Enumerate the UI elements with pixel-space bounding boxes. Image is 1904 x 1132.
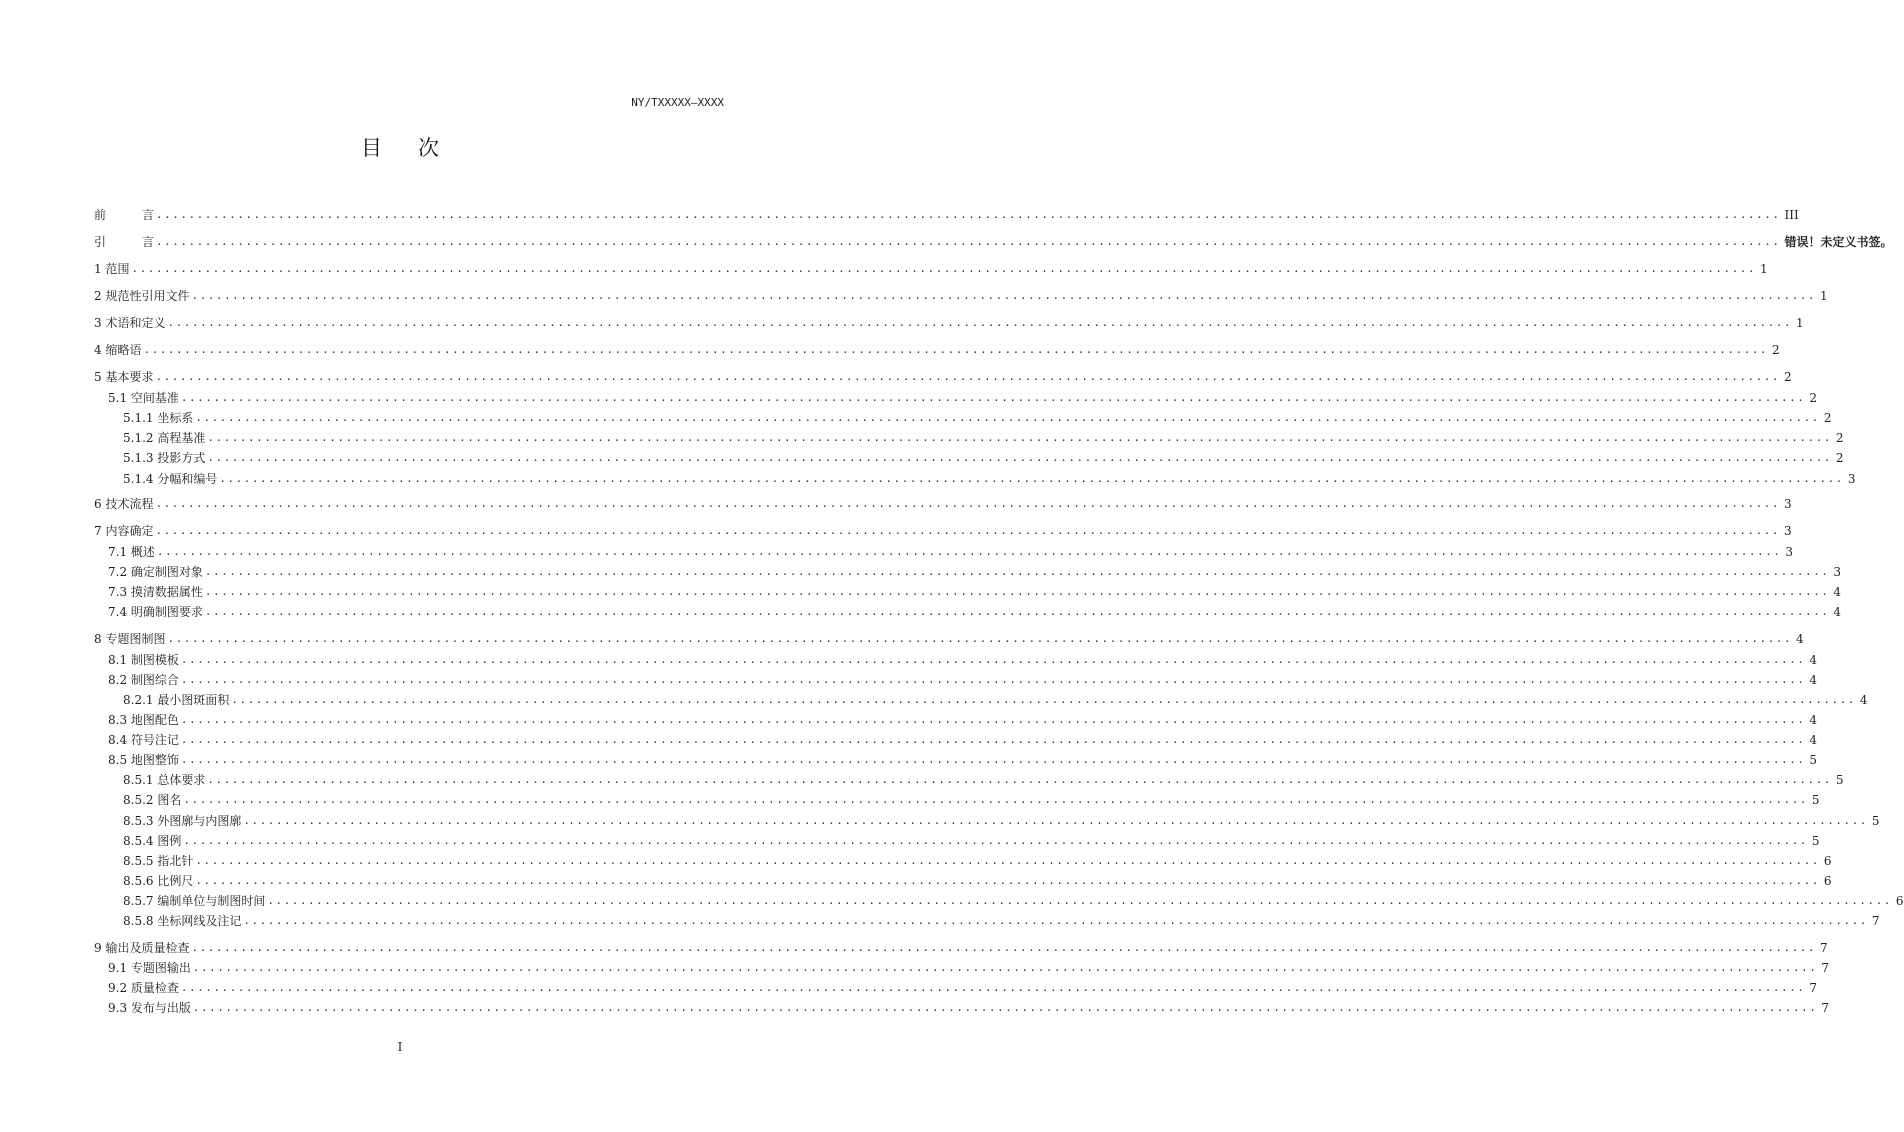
toc-entry[interactable]	[94, 470, 1856, 488]
toc-entry-page: 1	[1819, 289, 1828, 303]
dot-leader: ........................................................................................................................................................................................................	[167, 632, 1792, 645]
toc-entry[interactable]	[94, 959, 1830, 977]
toc-entry[interactable]	[94, 389, 1818, 407]
dot-leader: ........................................................................................................................................................................................................	[167, 316, 1792, 329]
toc-entry-title: 6 技术流程	[94, 497, 154, 511]
toc-entry-title: 前 言	[94, 208, 155, 222]
dot-leader: ........................................................................................................................................................................................................	[180, 733, 1806, 746]
toc-entry-title: 8.5.2 图名	[123, 793, 182, 807]
toc-entry-title: 7 内容确定	[94, 524, 154, 538]
toc-entry[interactable]	[94, 731, 1818, 749]
toc-entry-page: 4	[1859, 693, 1868, 707]
toc-entry-page: 3	[1783, 524, 1792, 538]
toc-entry-page: 错误！未定义书签。	[1784, 235, 1893, 249]
toc-entry-title: 8.5.8 坐标网线及注记	[123, 914, 242, 928]
toc-entry[interactable]	[94, 233, 1893, 251]
dot-leader: ........................................................................................................................................................................................................	[156, 208, 1781, 221]
toc-entry[interactable]	[94, 495, 1792, 513]
toc-entry[interactable]	[94, 832, 1820, 850]
toc-entry[interactable]	[94, 751, 1818, 769]
toc-entry-title: 8.5.1 总体要求	[123, 773, 206, 787]
toc-entry-page: 4	[1809, 733, 1818, 747]
toc-entry-page: 5	[1811, 834, 1820, 848]
toc-entry-title: 9.3 发布与出版	[108, 1001, 191, 1015]
toc-entry-title: 5.1.2 高程基准	[123, 431, 206, 445]
toc-entry-page: 7	[1809, 981, 1818, 995]
toc-entry[interactable]	[94, 651, 1818, 669]
dot-leader: ........................................................................................................................................................................................................	[191, 289, 1816, 302]
toc-entry-page: 3	[1783, 497, 1792, 511]
toc-entry-title: 8.5.3 外图廓与内图廓	[123, 814, 242, 828]
toc-entry-title: 8.3 地图配色	[108, 713, 179, 727]
toc-entry-title: 5.1.4 分幅和编号	[123, 472, 218, 486]
toc-entry[interactable]	[94, 368, 1792, 386]
toc-entry-title: 7.3 摸清数据属性	[108, 585, 203, 599]
toc-entry-title: 5.1.1 坐标系	[123, 411, 194, 425]
toc-entry-page: 4	[1795, 632, 1804, 646]
toc-entry-page: 2	[1835, 431, 1844, 445]
toc-entry-title: 4 缩略语	[94, 343, 142, 357]
dot-leader: ........................................................................................................................................................................................................	[131, 262, 1756, 275]
dot-leader: ........................................................................................................................................................................................................	[180, 981, 1806, 994]
toc-entry-page: 4	[1809, 673, 1818, 687]
toc-entry-page: 1	[1759, 262, 1768, 276]
toc-entry-page: 2	[1835, 451, 1844, 465]
toc-entry-page: 2	[1771, 343, 1780, 357]
toc-entry-page: 1	[1795, 316, 1804, 330]
toc-entry-page: 6	[1823, 874, 1832, 888]
toc-entry-title: 引 言	[94, 235, 155, 249]
dot-leader: ........................................................................................................................................................................................................	[183, 793, 1808, 806]
dot-leader: ........................................................................................................................................................................................................	[155, 497, 1780, 510]
toc-entry-title: 8.2.1 最小图斑面积	[123, 693, 230, 707]
toc-entry-title: 8.5 地图整饰	[108, 753, 179, 767]
toc-entry-page: 5	[1809, 753, 1818, 767]
dot-leader: ........................................................................................................................................................................................................	[192, 1001, 1818, 1014]
dot-leader: ........................................................................................................................................................................................................	[155, 524, 1780, 537]
toc-entry[interactable]	[94, 691, 1868, 709]
toc-entry-title: 3 术语和定义	[94, 316, 166, 330]
toc-entry-title: 2 规范性引用文件	[94, 289, 190, 303]
toc-entry[interactable]	[94, 341, 1780, 359]
dot-leader: ........................................................................................................................................................................................................	[204, 605, 1830, 618]
toc-entry-page: 5	[1871, 814, 1880, 828]
dot-leader: ........................................................................................................................................................................................................	[143, 343, 1768, 356]
document-code: NY/TXXXXX—XXXX	[631, 96, 724, 109]
toc-entry-title: 7.2 确定制图对象	[108, 565, 203, 579]
dot-leader: ........................................................................................................................................................................................................	[219, 472, 1844, 485]
toc-entry[interactable]	[94, 260, 1768, 278]
toc-entry-title: 7.1 概述	[108, 545, 155, 559]
toc-entry-title: 5.1 空间基准	[108, 391, 179, 405]
toc-entry-page: III	[1784, 208, 1799, 222]
toc-entry-title: 5 基本要求	[94, 370, 154, 384]
toc-entry[interactable]	[94, 979, 1818, 997]
dot-leader: ........................................................................................................................................................................................................	[156, 545, 1782, 558]
toc-entry[interactable]	[94, 872, 1832, 890]
toc-entry[interactable]	[94, 603, 1842, 621]
toc-entry-page: 4	[1833, 605, 1842, 619]
dot-leader: ........................................................................................................................................................................................................	[180, 713, 1806, 726]
toc-entry[interactable]	[94, 563, 1842, 581]
dot-leader: ........................................................................................................................................................................................................	[191, 941, 1816, 954]
toc-entry[interactable]	[94, 409, 1832, 427]
dot-leader: ........................................................................................................................................................................................................	[192, 961, 1818, 974]
toc-entry-page: 6	[1895, 894, 1904, 908]
toc-entry[interactable]	[94, 314, 1804, 332]
toc-entry-title: 8.4 符号注记	[108, 733, 179, 747]
toc-entry[interactable]	[94, 912, 1880, 930]
dot-leader: ........................................................................................................................................................................................................	[243, 814, 1868, 827]
toc-entry-page: 2	[1823, 411, 1832, 425]
toc-entry-page: 7	[1819, 941, 1828, 955]
dot-leader: ........................................................................................................................................................................................................	[180, 673, 1806, 686]
toc-entry-title: 8.5.4 图例	[123, 834, 182, 848]
toc-entry-title: 8.5.6 比例尺	[123, 874, 194, 888]
dot-leader: ........................................................................................................................................................................................................	[204, 585, 1830, 598]
toc-entry-title: 8.5.5 指北针	[123, 854, 194, 868]
toc-entry[interactable]	[94, 771, 1844, 789]
dot-leader: ........................................................................................................................................................................................................	[195, 411, 1820, 424]
toc-entry-title: 9 输出及质量检查	[94, 941, 190, 955]
toc-entry-page: 7	[1821, 961, 1830, 975]
toc-entry[interactable]	[94, 429, 1844, 447]
toc-entry[interactable]	[94, 939, 1828, 957]
page-number: I	[397, 1040, 403, 1054]
dot-leader: ........................................................................................................................................................................................................	[207, 773, 1832, 786]
toc-entry-page: 7	[1871, 914, 1880, 928]
dot-leader: ........................................................................................................................................................................................................	[204, 565, 1830, 578]
dot-leader: ........................................................................................................................................................................................................	[231, 693, 1856, 706]
toc-entry[interactable]	[94, 206, 1799, 224]
dot-leader: ........................................................................................................................................................................................................	[267, 894, 1892, 907]
toc-entry[interactable]	[94, 543, 1794, 561]
toc-entry-title: 8.5.7 编制单位与制图时间	[123, 894, 266, 908]
toc-entry-page: 3	[1847, 472, 1856, 486]
dot-leader: ........................................................................................................................................................................................................	[183, 834, 1808, 847]
toc-entry-title: 8 专题图制图	[94, 632, 166, 646]
toc-entry-page: 2	[1809, 391, 1818, 405]
toc-entry[interactable]	[94, 812, 1880, 830]
dot-leader: ........................................................................................................................................................................................................	[180, 391, 1806, 404]
toc-entry-page: 5	[1835, 773, 1844, 787]
toc-entry-page: 3	[1785, 545, 1794, 559]
toc-entry-page: 4	[1833, 585, 1842, 599]
toc-entry[interactable]	[94, 791, 1820, 809]
toc-entry[interactable]	[94, 892, 1904, 910]
toc-entry[interactable]	[94, 287, 1828, 305]
toc-entry[interactable]	[94, 630, 1804, 648]
toc-entry[interactable]	[94, 999, 1830, 1017]
toc-entry-title: 9.2 质量检查	[108, 981, 179, 995]
toc-entry-title: 1 范围	[94, 262, 130, 276]
dot-leader: ........................................................................................................................................................................................................	[180, 753, 1806, 766]
toc-entry-page: 3	[1833, 565, 1842, 579]
toc-entry[interactable]	[94, 522, 1792, 540]
dot-leader: ........................................................................................................................................................................................................	[195, 854, 1820, 867]
toc-entry-page: 4	[1809, 713, 1818, 727]
toc-entry-title: 7.4 明确制图要求	[108, 605, 203, 619]
page-title: 目次	[361, 136, 475, 160]
toc-entry-page: 2	[1783, 370, 1792, 384]
toc-entry[interactable]	[94, 852, 1832, 870]
toc-entry[interactable]	[94, 583, 1842, 601]
dot-leader: ........................................................................................................................................................................................................	[243, 914, 1868, 927]
toc-entry-title: 8.1 制图模板	[108, 653, 179, 667]
toc-entry-page: 6	[1823, 854, 1832, 868]
dot-leader: ........................................................................................................................................................................................................	[207, 451, 1832, 464]
toc-entry-title: 9.1 专题图输出	[108, 961, 191, 975]
toc-entry[interactable]	[94, 449, 1844, 467]
toc-entry-title: 8.2 制图综合	[108, 673, 179, 687]
dot-leader: ........................................................................................................................................................................................................	[180, 653, 1806, 666]
toc-entry[interactable]	[94, 671, 1818, 689]
toc-entry-page: 7	[1821, 1001, 1830, 1015]
dot-leader: ........................................................................................................................................................................................................	[156, 235, 1781, 248]
toc-entry-page: 5	[1811, 793, 1820, 807]
dot-leader: ........................................................................................................................................................................................................	[155, 370, 1780, 383]
dot-leader: ........................................................................................................................................................................................................	[195, 874, 1820, 887]
toc-entry-page: 4	[1809, 653, 1818, 667]
toc-entry[interactable]	[94, 711, 1818, 729]
toc-entry-title: 5.1.3 投影方式	[123, 451, 206, 465]
dot-leader: ........................................................................................................................................................................................................	[207, 431, 1832, 444]
